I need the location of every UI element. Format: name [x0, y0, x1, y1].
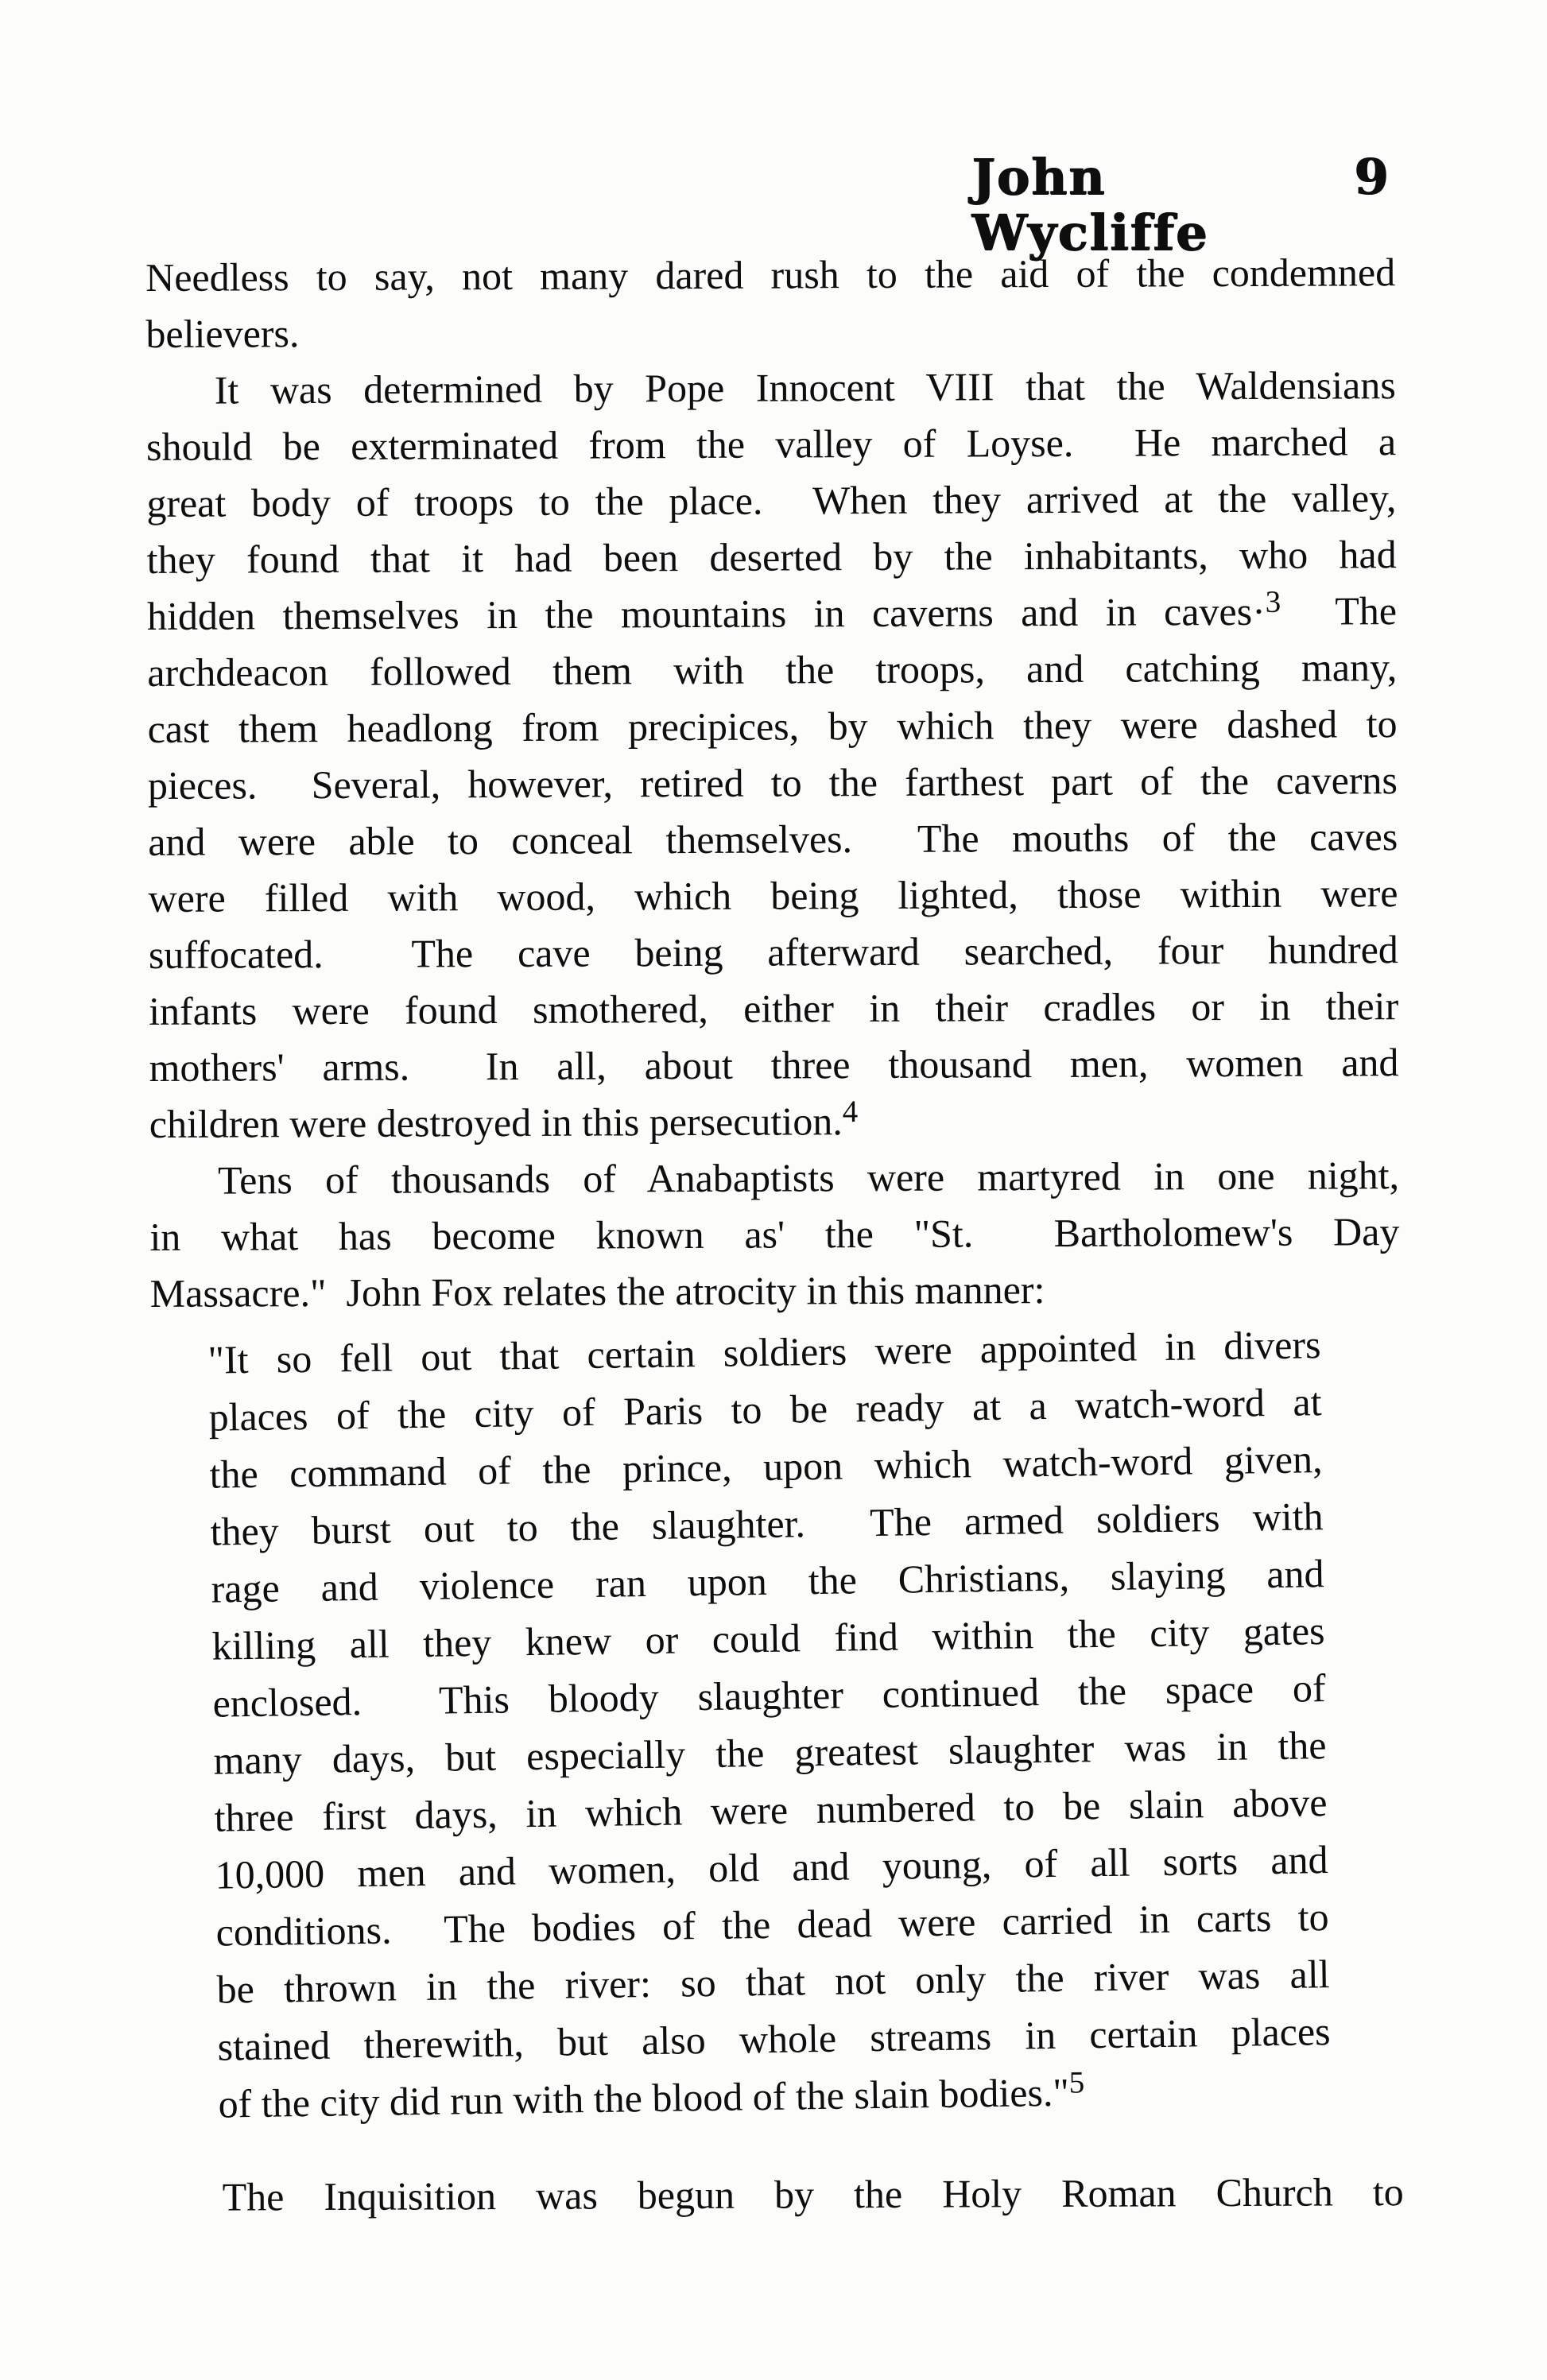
text-line: in what has become known as' the "St. Bartholomew's Day: [149, 1209, 1400, 1259]
text-line: mothers' arms. In all, about three thousand men, women and: [149, 1040, 1399, 1090]
text-line: pieces. Several, however, retired to the farthest part of the caverns: [147, 758, 1398, 808]
text-line: were filled with wood, which being lighted, those within were: [148, 870, 1398, 921]
text-line: cast them headlong from precipices, by which they were dashed to: [147, 701, 1398, 751]
text-line: they burst out to the slaughter. The armed soldiers with: [210, 1494, 1324, 1554]
text-line: enclosed. This bloody slaughter continued the space of: [212, 1665, 1326, 1726]
text-line: Massacre." John Fox relates the atrocity in this manner:: [149, 1267, 1045, 1316]
text-line: and were able to conceal themselves. The mouths of the caves: [148, 814, 1398, 864]
text-line: places of the city of Paris to be ready at a watch-word at: [208, 1379, 1322, 1440]
text-line: three first days, in which were numbered to be slain above: [214, 1780, 1328, 1840]
paragraph: [146, 357, 1399, 1153]
text-line: believers.: [145, 311, 300, 356]
text-line: archdeacon followed them with the troops, and catching many,: [147, 645, 1398, 695]
page-number: 9: [1353, 148, 1388, 206]
text-line: 10,000 men and women, old and young, of all sorts and: [215, 1837, 1328, 1897]
text-line: "It so fell out that certain soldiers were appointed in divers: [207, 1322, 1321, 1382]
text-line: Tens of thousands of Anabaptists were martyred in one night,: [217, 1153, 1400, 1203]
text-line: suffocated. The cave being afterward searched, four hundred: [148, 927, 1398, 977]
text-line: be thrown in the river: so that not only the river was all: [216, 1952, 1330, 2012]
paragraph: [149, 1147, 1400, 1322]
text-line: they found that it had been deserted by the inhabitants, who had: [146, 532, 1397, 582]
paragraph: [145, 244, 1396, 362]
text-line: conditions. The bodies of the dead were carried in carts to: [215, 1894, 1329, 1955]
text-line: of the city did run with the blood of the slain bodies."$^5$: [218, 2065, 1085, 2126]
text-block: [145, 244, 1404, 2226]
text-line: Needless to say, not many dared rush to the aid of the condemned: [145, 250, 1396, 300]
text-line: rage and violence ran upon the Christians, slaying and: [211, 1551, 1324, 1611]
text-line: It was determined by Pope Innocent VIII that the Waldensians: [214, 362, 1396, 413]
text-line: many days, but especially the greatest slaughter was in the: [213, 1723, 1327, 1783]
text-line: killing all they knew or could find within the city gates: [211, 1608, 1325, 1669]
paragraph: [154, 2164, 1404, 2226]
running-title: John Wycliffe: [971, 148, 1208, 262]
footnote-marker: 4: [842, 1094, 859, 1129]
text-line: infants were found smothered, either in their cradles or in their: [149, 983, 1399, 1033]
text-line: children were destroyed in this persecution.$^4$: [149, 1094, 859, 1146]
text-line: great body of troops to the place. When they arrived at the valley,: [146, 475, 1397, 525]
text-line: the command of the prince, upon which watch-word given,: [209, 1436, 1323, 1497]
footnote-marker: 5: [1068, 2065, 1085, 2100]
text-line: The Inquisition was begun by the Holy Roman Church to: [222, 2169, 1404, 2219]
text-line: stained therewith, but also whole streams in certain places: [217, 2009, 1331, 2069]
text-line: hidden themselves in the mountains in caverns and in caves·$^3$ The: [146, 584, 1398, 638]
block-quote: [207, 1316, 1332, 2132]
text-line: should be exterminated from the valley of Loyse. He marched a: [145, 419, 1397, 469]
footnote-marker: 3: [1265, 584, 1281, 619]
